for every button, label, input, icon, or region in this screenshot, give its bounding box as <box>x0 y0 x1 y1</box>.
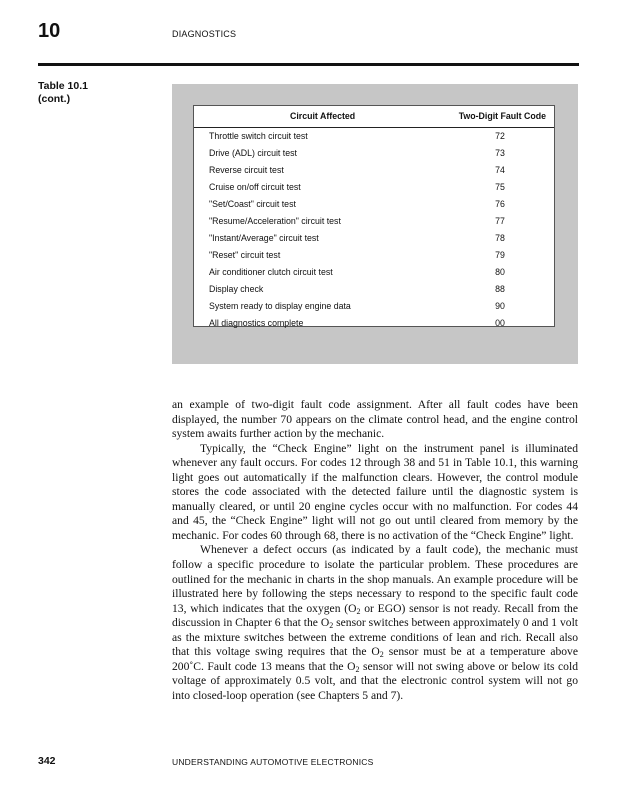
paragraph-3-part-a: Whenever a defect occurs (as indicated by a fault code), the mechanic must follow a specific procedure to isolate the particular problem. These procedures are outlined for the mechanic in charts in the shop manuals. An example procedure will be illustrated here by following the steps necessary to respond to the specific fault code 13, which indicates that the oxygen (O <box>172 543 578 615</box>
circuit-cell: "Instant/Average" circuit test <box>209 233 319 243</box>
table-row <box>194 247 554 264</box>
subscript-2: 2 <box>355 664 360 674</box>
table-body <box>194 128 554 332</box>
subscript-2: 2 <box>379 650 384 660</box>
paragraph-3 <box>172 543 578 703</box>
table-caption-title: Table 10.1 <box>38 80 88 92</box>
code-cell: 73 <box>495 148 505 158</box>
code-cell: 78 <box>495 233 505 243</box>
table-row <box>194 281 554 298</box>
table-header-row <box>194 106 554 128</box>
fault-code-table <box>193 105 555 327</box>
circuit-cell: Cruise on/off circuit test <box>209 182 301 192</box>
circuit-cell: Drive (ADL) circuit test <box>209 148 297 158</box>
column-header-circuit: Circuit Affected <box>290 111 356 121</box>
code-cell: 77 <box>495 216 505 226</box>
paragraph-1: an example of two-digit fault code assignment. After all fault codes have been displayed, the number 70 appears on the climate control head, and the engine control system awaits further action by the mechanic. <box>172 398 578 441</box>
table-row <box>194 162 554 179</box>
table-row <box>194 128 554 145</box>
code-cell: 88 <box>495 284 505 294</box>
table-row <box>194 298 554 315</box>
code-cell: 75 <box>495 182 505 192</box>
circuit-cell: "Resume/Acceleration" circuit test <box>209 216 341 226</box>
code-cell: 74 <box>495 165 505 175</box>
circuit-cell: Air conditioner clutch circuit test <box>209 267 333 277</box>
table-row <box>194 145 554 162</box>
page-number: 342 <box>38 755 56 767</box>
circuit-cell: Throttle switch circuit test <box>209 131 308 141</box>
circuit-cell: Reverse circuit test <box>209 165 284 175</box>
code-cell: 90 <box>495 301 505 311</box>
table-row <box>194 179 554 196</box>
column-header-code: Two-Digit Fault Code <box>458 111 546 121</box>
subscript-2: 2 <box>356 606 361 616</box>
header-rule <box>38 63 579 66</box>
code-cell: 79 <box>495 250 505 260</box>
running-head: DIAGNOSTICS <box>172 29 237 39</box>
code-cell: 00 <box>495 318 505 328</box>
code-cell: 76 <box>495 199 505 209</box>
circuit-cell: System ready to display engine data <box>209 301 351 311</box>
paragraph-3-part-d: sensor must be at a temperature above 200˚C. Fault code 13 means that the O <box>172 645 578 673</box>
body-text <box>172 398 578 703</box>
table-caption-cont: (cont.) <box>38 93 71 105</box>
subscript-2: 2 <box>329 621 334 631</box>
paragraph-3-part-e: sensor will not swing above or below its cold voltage of approximately 0.5 volt, and that the electronic control system will not go into closed-loop operation (see Chapters 5 and 7). <box>172 659 578 702</box>
paragraph-3-part-b: or EGO) sensor is not ready. Recall from the discussion in Chapter 6 that the O <box>172 601 578 630</box>
chapter-number: 10 <box>38 20 61 42</box>
table-row <box>194 213 554 230</box>
running-foot: UNDERSTANDING AUTOMOTIVE ELECTRONICS <box>172 757 374 767</box>
paragraph-2: Typically, the “Check Engine” light on the instrument panel is illuminated whenever any fault occurs. For codes 12 through 38 and 51 in Table 10.1, this warning light goes out automatically if the malfunction clears. However, the control module stores the code associated with the detected failure until the diagnostic system is manually cleared, or until 20 engine cycles occur with no malfunction. For codes 44 and 45, the “Check Engine” light will not go out until cleared from memory by the mechanic. For codes 60 through 68, there is no activation of the “Check Engine” light. <box>172 441 578 542</box>
table-row <box>194 264 554 281</box>
circuit-cell: Display check <box>209 284 264 294</box>
table-row <box>194 196 554 213</box>
circuit-cell: "Reset" circuit test <box>209 250 281 260</box>
table-caption <box>38 80 88 106</box>
paragraph-3-part-c: sensor switches between approximately 0 and 1 volt as the mixture switches between the extreme conditions of lean and rich. Recall also that this voltage swing requires that the O <box>172 616 579 659</box>
code-cell: 80 <box>495 267 505 277</box>
code-cell: 72 <box>495 131 505 141</box>
table-panel <box>172 84 578 364</box>
table-row <box>194 315 554 332</box>
circuit-cell: All diagnostics complete <box>209 318 304 328</box>
table-row <box>194 230 554 247</box>
circuit-cell: "Set/Coast" circuit test <box>209 199 296 209</box>
